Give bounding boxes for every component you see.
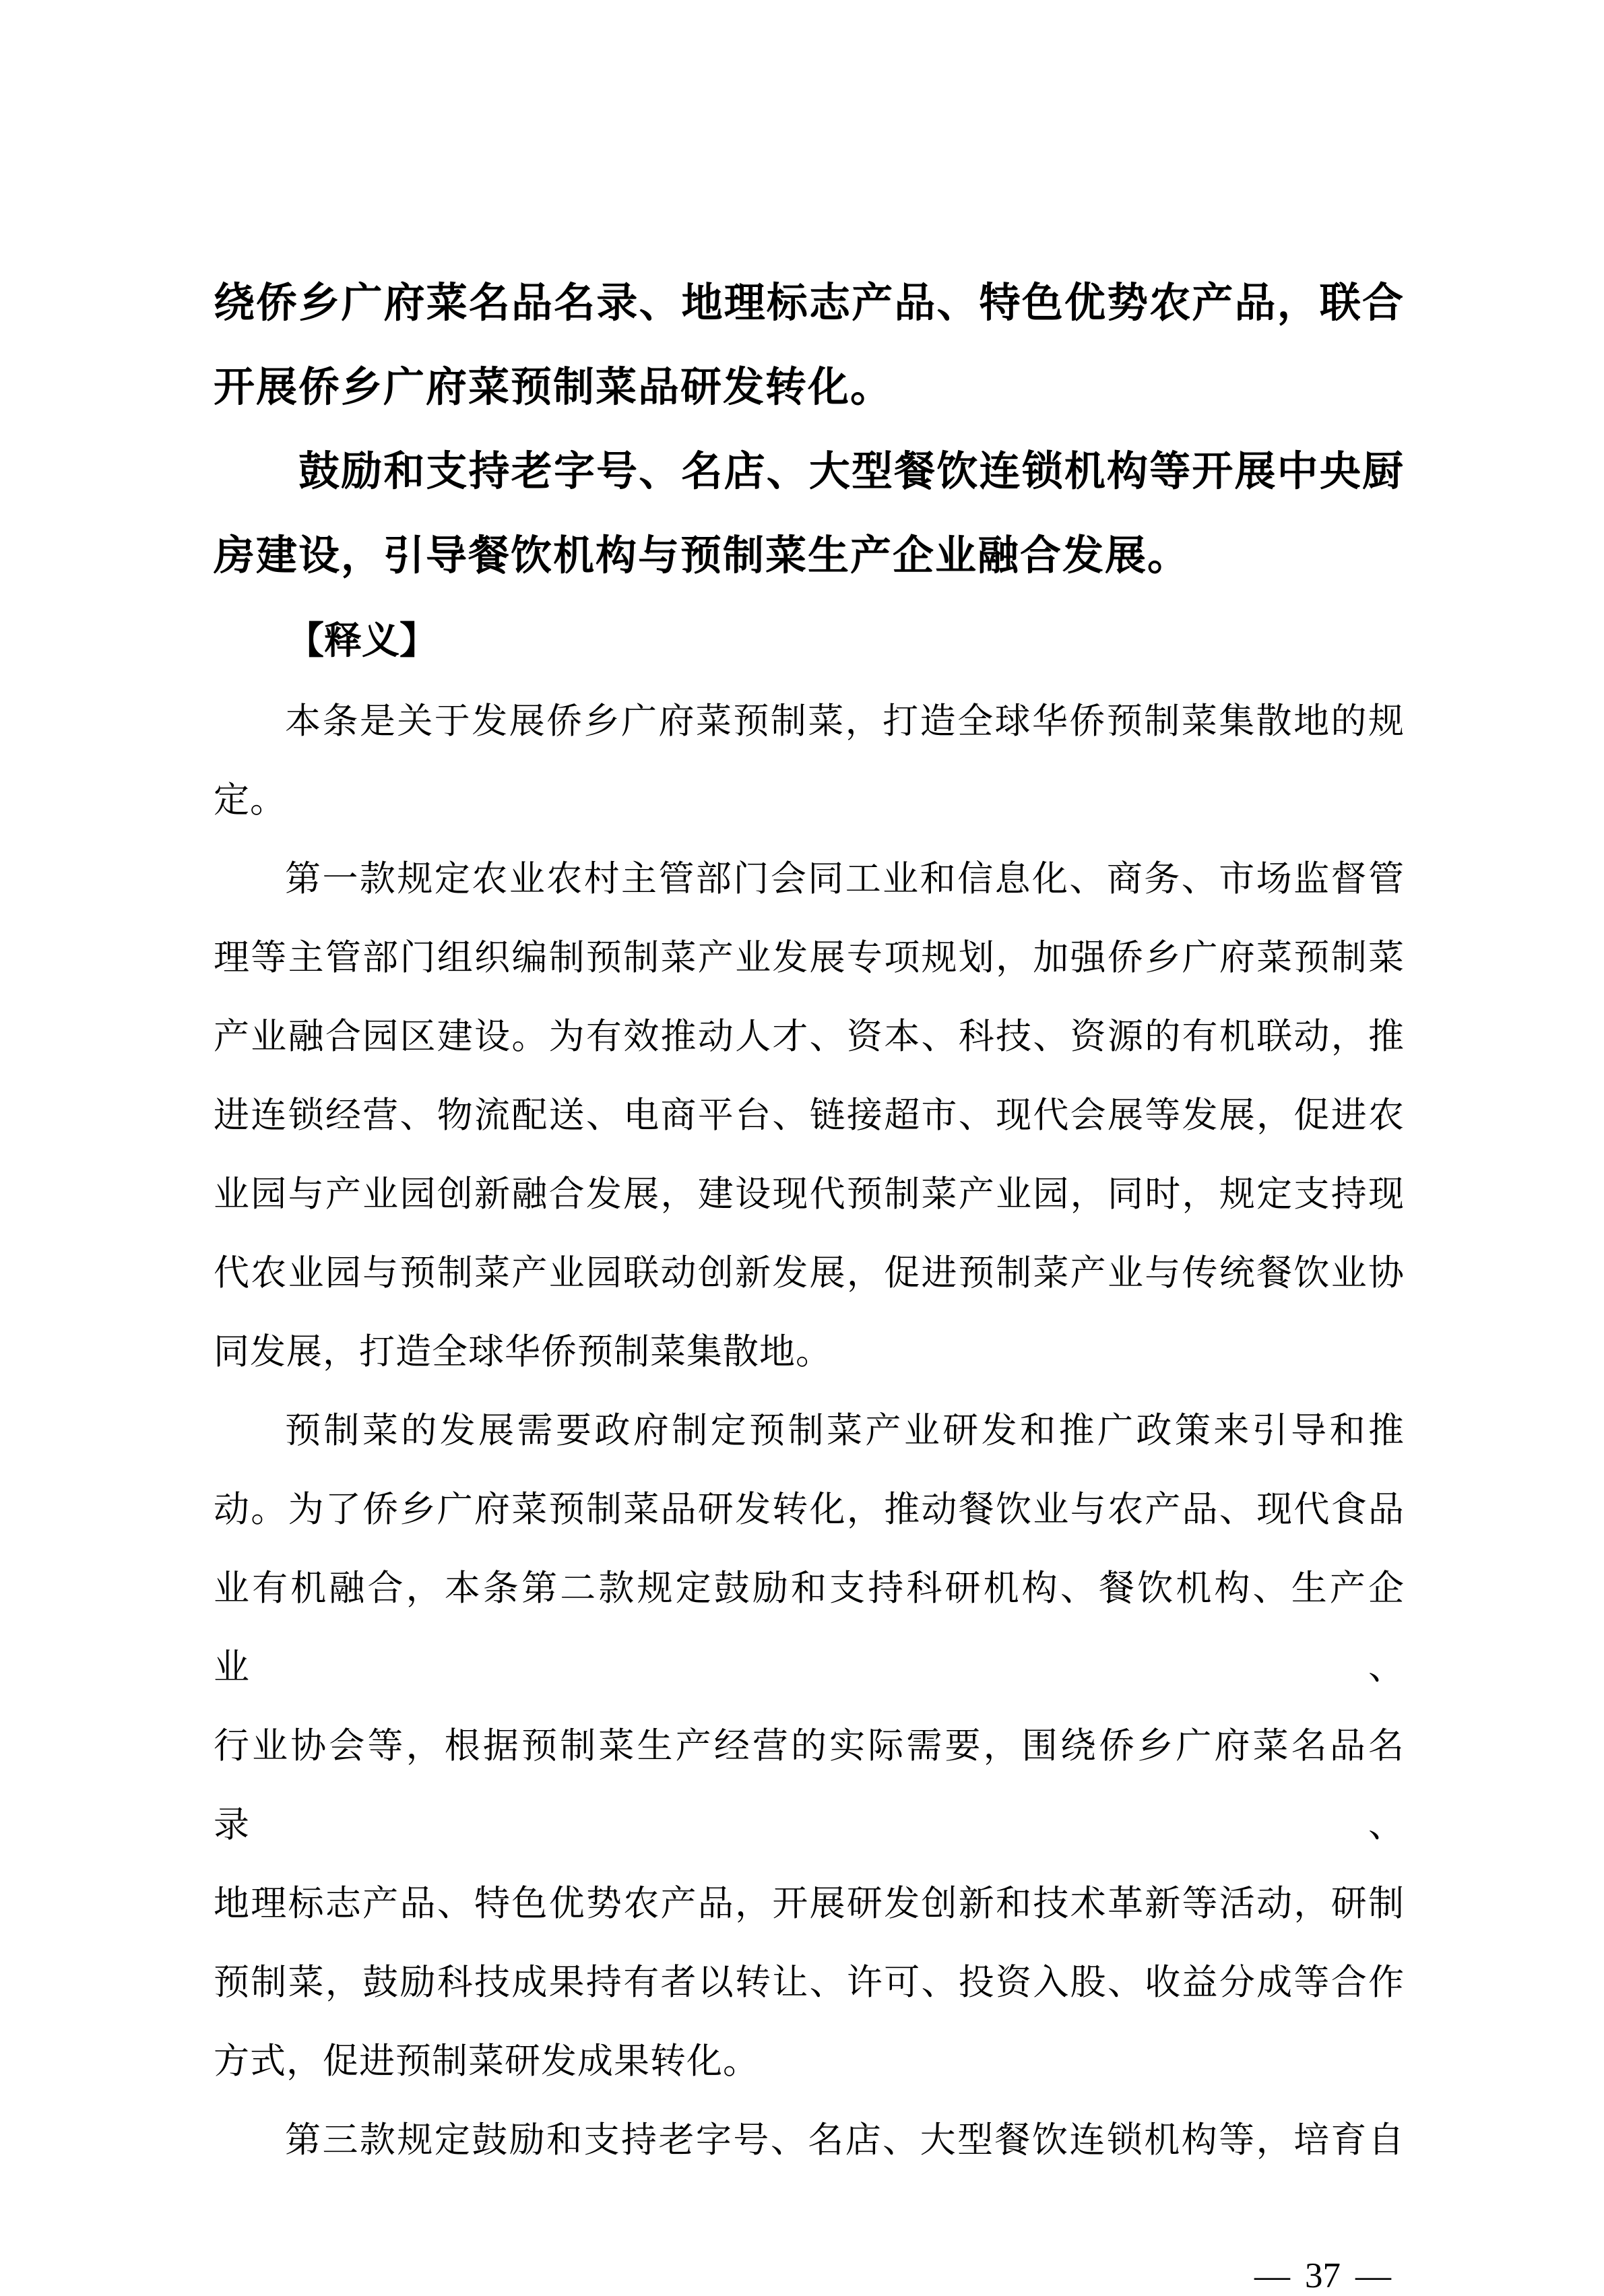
body-line: 行业协会等，根据预制菜生产经营的实际需要，围绕侨乡广府菜名品名录、 xyxy=(214,1727,1405,1845)
footer-dash-left: — xyxy=(1254,2256,1290,2295)
body-line: 预制菜的发展需要政府制定预制菜产业研发和推广政策来引导和推 xyxy=(285,1411,1405,1450)
body-line: 业有机融合，本条第二款规定鼓励和支持科研机构、餐饮机构、生产企业、 xyxy=(214,1569,1405,1687)
section-header: 【释义】 xyxy=(286,619,437,662)
body-line: 方式，促进预制菜研发成果转化。 xyxy=(214,2042,759,2081)
statute-line: 鼓励和支持老字号、名店、大型餐饮连锁机构等开展中央厨 xyxy=(298,449,1405,495)
body-line: 第三款规定鼓励和支持老字号、名店、大型餐饮连锁机构等，培育自 xyxy=(285,2121,1405,2160)
body-line: 动。为了侨乡广府菜预制菜品研发转化，推动餐饮业与农产品、现代食品 xyxy=(214,1490,1405,1529)
body-line: 代农业园与预制菜产业园联动创新发展，促进预制菜产业与传统餐饮业协 xyxy=(214,1254,1405,1293)
body-line: 预制菜，鼓励科技成果持有者以转让、许可、投资入股、收益分成等合作 xyxy=(214,1963,1405,2002)
statute-line: 绕侨乡广府菜名品名录、地理标志产品、特色优势农产品，联合 xyxy=(214,281,1405,326)
explanation-text-block xyxy=(214,682,1405,2180)
footer-dash-right: — xyxy=(1355,2256,1391,2295)
statute-text-block xyxy=(214,261,1405,598)
statute-line: 房建设，引导餐饮机构与预制菜生产企业融合发展。 xyxy=(214,534,1190,579)
page-footer xyxy=(214,2256,1405,2296)
body-line: 业园与产业园创新融合发展，建设现代预制菜产业园，同时，规定支持现 xyxy=(214,1175,1405,1214)
body-line: 第一款规定农业农村主管部门会同工业和信息化、商务、市场监督管 xyxy=(285,860,1405,899)
body-line: 同发展，打造全球华侨预制菜集散地。 xyxy=(214,1333,832,1372)
body-line: 定。 xyxy=(214,781,286,820)
body-line: 地理标志产品、特色优势农产品，开展研发创新和技术革新等活动，研制 xyxy=(214,1884,1405,1923)
body-line: 进连锁经营、物流配送、电商平台、链接超市、现代会展等发展，促进农 xyxy=(214,1096,1405,1135)
statute-line: 开展侨乡广府菜预制菜品研发转化。 xyxy=(214,365,893,410)
body-line: 理等主管部门组织编制预制菜产业发展专项规划，加强侨乡广府菜预制菜 xyxy=(214,938,1405,978)
page-number: 37 xyxy=(1305,2256,1341,2295)
body-line: 产业融合园区建设。为有效推动人才、资本、科技、资源的有机联动，推 xyxy=(214,1017,1405,1056)
body-line: 本条是关于发展侨乡广府菜预制菜，打造全球华侨预制菜集散地的规 xyxy=(285,702,1405,741)
